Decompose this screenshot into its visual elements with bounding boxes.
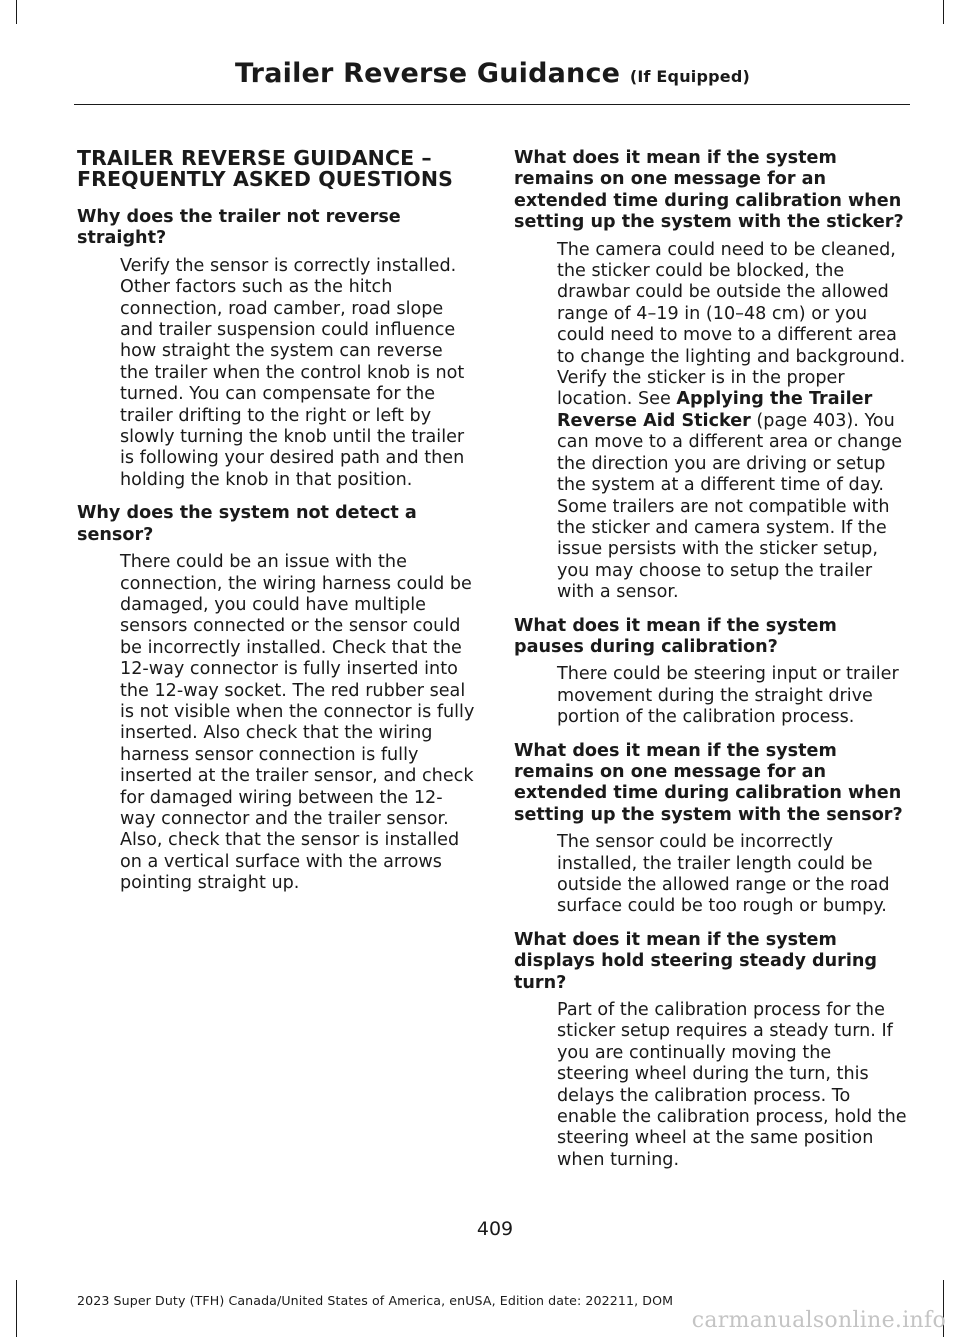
- crop-mark-top-right: [943, 0, 944, 24]
- faq-answer-text: The camera could need to be cleaned, the sticker could be blocked, the drawbar could be outside the allowed range of 4–19 in (10–48 cm) or you could need to move to a different area to change the lighting and background. Verify the sticker is in the proper location. See: [557, 239, 906, 410]
- faq-answer: Part of the calibration process for the sticker setup requires a steady turn. If you are continually moving the steering wheel during the turn, this delays the calibration process. To enable the calibration process, hold the steering wheel at the same position when turning.: [557, 1000, 907, 1170]
- left-column: [77, 148, 477, 907]
- faq-answer-text: You can move to a different area or change the direction you are driving or setup the system at a different time of day. Some trailers are not compatible with the sticker and camera system. If the issue persists with the sticker setup, you may choose to setup the trailer with a sensor.: [557, 410, 903, 603]
- faq-question: What does it mean if the system remains on one message for an extended time during calibration when setting up the system with the sensor?: [514, 740, 903, 825]
- footer-edition-info: 2023 Super Duty (TFH) Canada/United States of America, enUSA, Edition date: 202211, DOM: [77, 1293, 674, 1308]
- cross-reference-link[interactable]: Applying the Trailer Reverse Aid Sticker: [557, 389, 873, 431]
- faq-answer: The sensor could be incorrectly installed, the trailer length could be outside the allowed range or the road surface could be too rough or bumpy.: [557, 832, 890, 917]
- faq-answer: Verify the sensor is correctly installed. Other factors such as the hitch connection, road camber, road slope and trailer suspension could influence how straight the system can reverse the trailer when the control knob is not turned. You can compensate for the trailer drifting to the right or left by slowly turning the knob until the trailer is following your desired path and then holding the knob in that position.: [120, 255, 465, 490]
- faq-question: What does it mean if the system pauses during calibration?: [514, 615, 837, 657]
- faq-question: Why does the trailer not reverse straight?: [77, 207, 401, 249]
- faq-answer: [557, 240, 908, 604]
- faq-question: What does it mean if the system remains on one message for an extended time during calibration when setting up the system with the sticker?: [514, 148, 904, 233]
- faq-answer: There could be steering input or trailer movement during the straight drive portion of the calibration process.: [557, 664, 899, 728]
- page-header-title: [235, 58, 750, 89]
- crop-mark-bottom-left: [16, 1280, 17, 1337]
- header-title-text: Trailer Reverse Guidance: [235, 58, 621, 89]
- header-divider: [74, 104, 910, 105]
- faq-question: What does it mean if the system displays hold steering steady during turn?: [514, 929, 877, 993]
- faq-question: Why does the system not detect a sensor?: [77, 503, 417, 545]
- right-column: [514, 148, 908, 1183]
- watermark: carmanualsonline.info: [691, 1308, 946, 1333]
- section-heading: TRAILER REVERSE GUIDANCE – FREQUENTLY ASKED QUESTIONS: [77, 146, 453, 191]
- page-reference: (page 403).: [750, 410, 859, 431]
- crop-mark-top-left: [16, 0, 17, 24]
- header-subtitle: (If Equipped): [629, 67, 750, 86]
- page-number: 409: [476, 1218, 514, 1240]
- faq-answer: There could be an issue with the connection, the wiring harness could be damaged, you could have multiple sensors connected or the sensor could be incorrectly installed. Check that the 12-way connector is fully inserted into the 12-way socket. The red rubber seal is not visible when the connector is fully inserted. Also check that the wiring harness sensor connection is fully inserted at the trailer sensor, and check for damaged wiring between the 12-way connector and the trailer sensor. Also, check that the sensor is installed on a vertical surface with the arrows pointing straight up.: [120, 552, 475, 894]
